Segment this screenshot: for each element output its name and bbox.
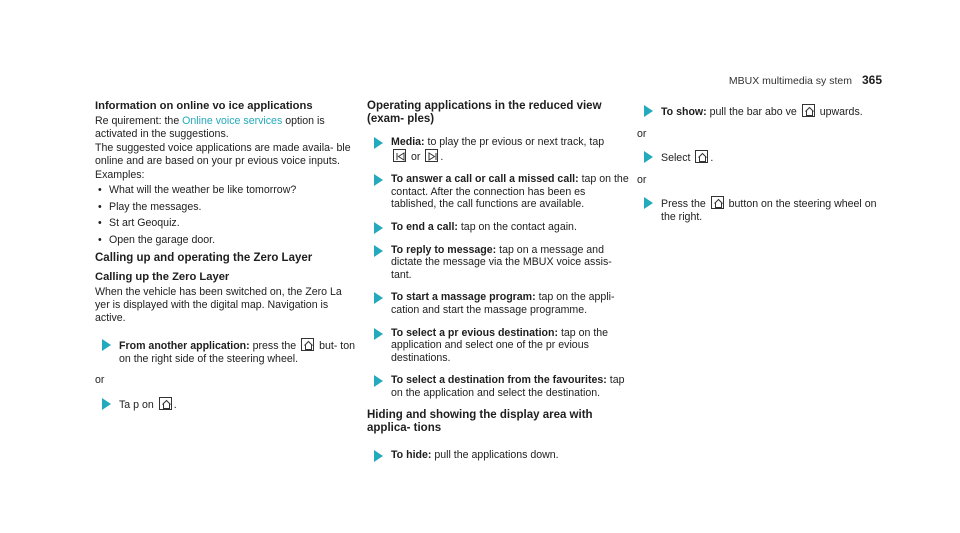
arrow-bullet-icon — [102, 339, 111, 351]
step-show — [637, 104, 887, 119]
page-number: 365 — [861, 73, 882, 87]
arrow-bullet-icon — [374, 174, 383, 186]
step-massage-program — [367, 291, 632, 316]
suggestions-paragraph: The suggested voice applications are made availa‐ ble online and are based on your pr evious voice inputs. — [95, 142, 351, 167]
step-text: but‐ ton on the right side of the steering wheel. — [119, 340, 356, 365]
step-label: To show: — [661, 106, 707, 118]
arrow-bullet-icon — [374, 328, 383, 340]
arrow-bullet-icon — [374, 222, 383, 234]
step-text: tap on the contact. After the connection has been es tablished, the call functions are available. — [391, 173, 629, 211]
step-select-home — [637, 150, 887, 165]
step-text: tap on the application and select one of the pr evious destinations. — [391, 326, 609, 364]
step-text: pull the bar abo ve — [706, 106, 800, 118]
step-label: To end a call: — [391, 220, 458, 233]
step-favourite-destination — [367, 374, 632, 399]
arrow-bullet-icon — [644, 151, 653, 163]
skip-back-icon — [393, 149, 406, 162]
requirement-prefix: Re quirement: the — [95, 115, 183, 127]
list-item: • What will the weather be like tomorrow? — [95, 184, 357, 197]
home-icon — [301, 338, 314, 351]
step-text: Select — [661, 152, 694, 165]
step-text: Press the — [661, 198, 709, 211]
step-label: To select a destination from the favourites: — [391, 374, 607, 387]
heading-reduced-view: Operating applications in the reduced view (exam‐ ples) — [367, 100, 602, 125]
step-reply-message — [367, 244, 632, 282]
examples-label: Examples: — [95, 169, 145, 182]
step-text: . — [173, 398, 177, 411]
step-text: Ta p on — [119, 398, 157, 411]
home-icon — [159, 397, 172, 410]
heading-online-voice: Information on online vo ice applications — [95, 100, 313, 112]
step-label: To answer a call or call a missed call: — [391, 173, 579, 186]
arrow-bullet-icon — [644, 197, 653, 209]
column-right — [637, 100, 887, 233]
step-end-call — [367, 221, 632, 234]
zero-layer-paragraph: When the vehicle has been switched on, the Zero La yer is displayed with the digital map. Navigation is active. — [95, 286, 342, 324]
step-text: tap on the contact again. — [457, 220, 577, 233]
step-label: Media: — [391, 136, 425, 148]
step-label: To select a pr evious destination: — [391, 326, 558, 339]
step-label: To start a massage program: — [391, 291, 536, 304]
column-left — [95, 100, 357, 421]
list-item: • Open the garage door. — [95, 234, 357, 247]
section-title: MBUX multimedia sy stem — [728, 75, 852, 87]
skip-forward-icon — [425, 149, 438, 162]
step-label: To hide: — [391, 448, 432, 461]
list-item: • St art Geoquiz. — [95, 217, 357, 230]
arrow-bullet-icon — [374, 292, 383, 304]
examples-list — [95, 184, 357, 246]
step-text: . — [710, 152, 714, 165]
arrow-bullet-icon — [374, 245, 383, 257]
arrow-bullet-icon — [374, 375, 383, 387]
or-text: or — [637, 127, 647, 140]
step-text: pull the applications down. — [431, 448, 559, 461]
subheading-calling-up: Calling up the Zero Layer — [95, 271, 230, 284]
or-text: or — [95, 374, 105, 387]
step-from-another-app — [95, 338, 357, 365]
step-label: To reply to message: — [391, 243, 497, 256]
home-icon — [695, 150, 708, 163]
home-icon — [802, 104, 815, 117]
step-text: upwards. — [816, 106, 863, 118]
arrow-bullet-icon — [374, 137, 383, 149]
requirement-suffix: option is activated in the suggestions. — [95, 115, 325, 140]
column-middle — [367, 100, 632, 470]
step-text: tap on the application and select the destination. — [391, 374, 625, 399]
step-answer-call — [367, 173, 632, 211]
step-media — [367, 136, 632, 163]
step-hide — [367, 449, 632, 462]
arrow-bullet-icon — [102, 398, 111, 410]
step-previous-destination — [367, 327, 632, 365]
heading-zero-layer: Calling up and operating the Zero Layer — [95, 252, 313, 265]
step-text: . — [440, 150, 444, 163]
home-icon — [711, 196, 724, 209]
step-tap-home — [95, 397, 357, 412]
step-text: button on the steering wheel on the right. — [661, 198, 877, 223]
requirement-text — [95, 115, 357, 140]
step-text: tap on a message and dictate the message via the MBUX voice assis‐ tant. — [391, 243, 612, 281]
or-text: or — [637, 173, 647, 186]
arrow-bullet-icon — [644, 105, 653, 117]
running-head — [729, 73, 882, 87]
step-text: press the — [249, 340, 300, 353]
heading-hiding-showing: Hiding and showing the display area with applica‐ tions — [367, 408, 593, 434]
list-item: • Play the messages. — [95, 201, 357, 214]
arrow-bullet-icon — [374, 450, 383, 462]
step-label: From another application: — [119, 340, 250, 353]
step-text: or — [408, 150, 424, 163]
step-text: tap on the appli‐ cation and start the massage programme. — [391, 291, 615, 316]
step-press-home — [637, 196, 887, 223]
online-voice-services-link[interactable]: Online voice services — [182, 115, 283, 127]
step-text: to play the pr evious or next track, tap — [424, 136, 605, 148]
